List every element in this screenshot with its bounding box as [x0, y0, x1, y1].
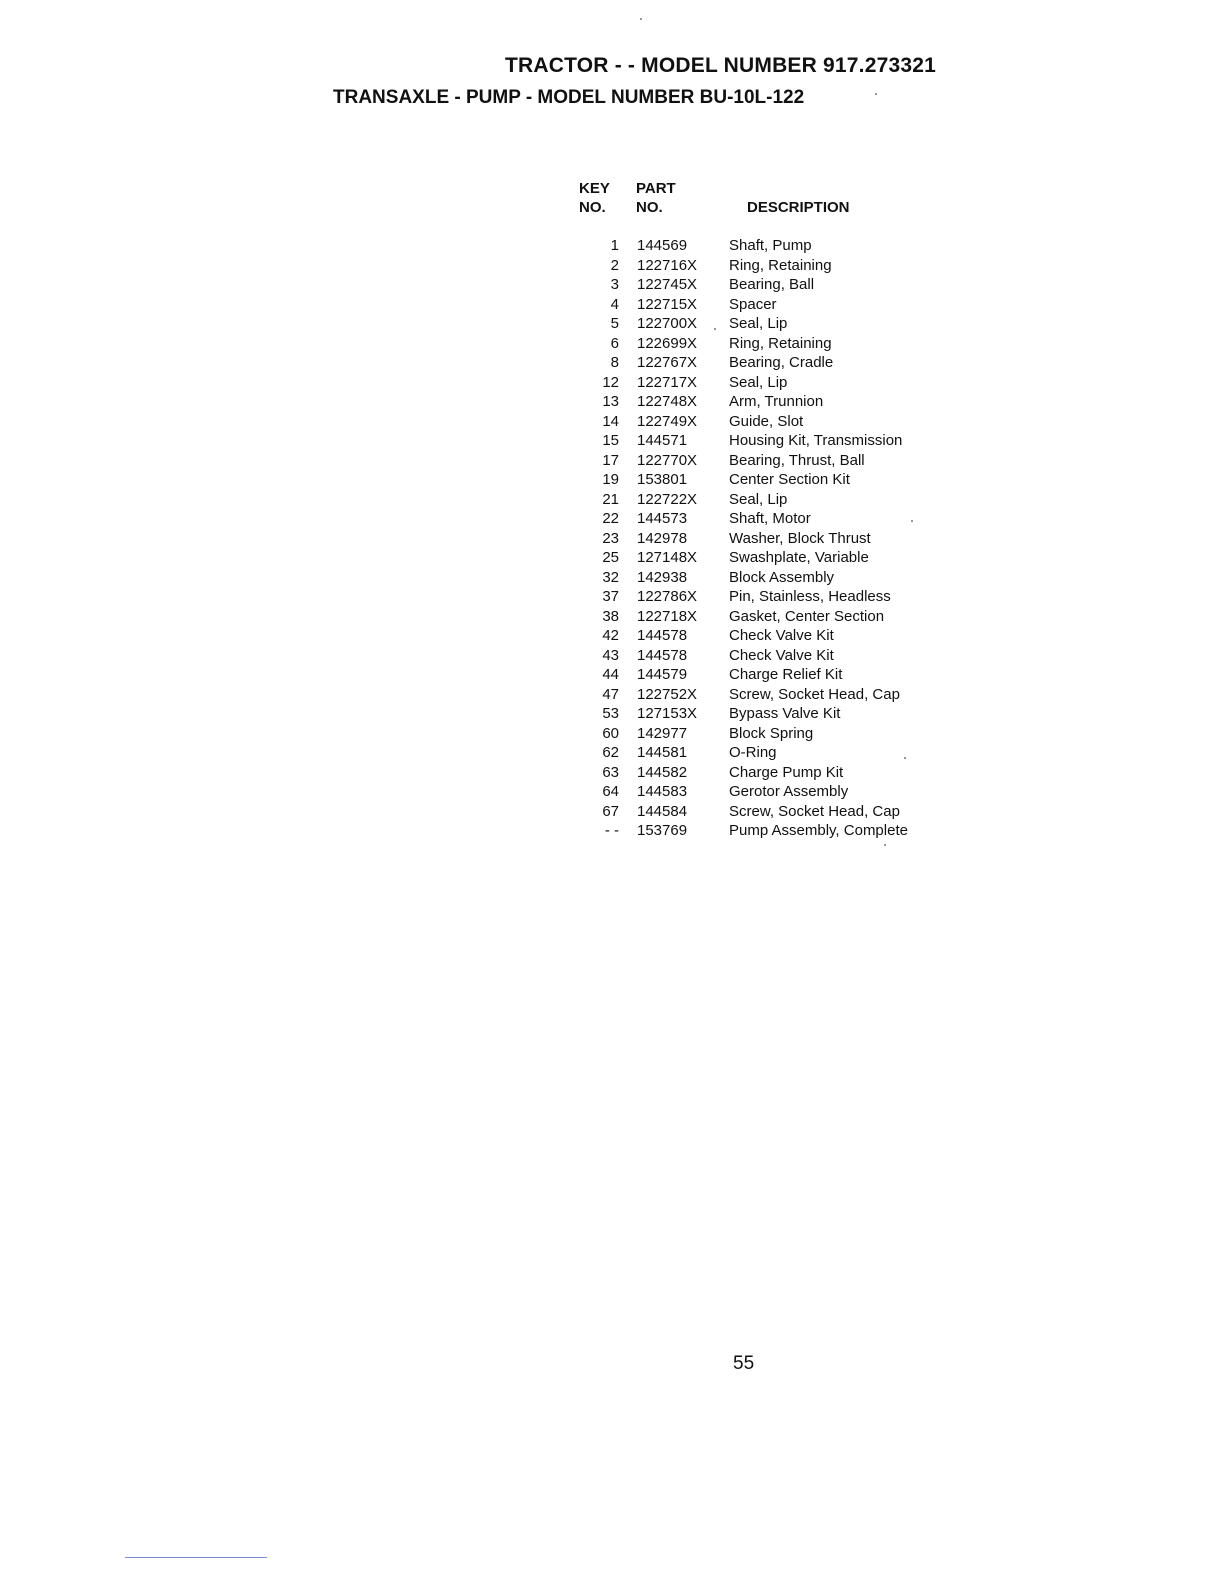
- table-row: [575, 685, 975, 705]
- part-number: 153801: [637, 471, 688, 488]
- key-number: 21: [602, 490, 619, 508]
- page-subtitle: TRANSAXLE - PUMP - MODEL NUMBER BU-10L-122: [333, 87, 805, 108]
- part-number: 122718X: [637, 607, 698, 625]
- parts-list: [575, 236, 975, 841]
- scan-speck: [875, 93, 877, 95]
- part-description: Ring, Retaining: [729, 256, 832, 274]
- part-description: Gerotor Assembly: [729, 783, 849, 800]
- table-row: [575, 412, 975, 432]
- part-number: 153769: [637, 822, 688, 839]
- part-number: 122717X: [637, 373, 698, 391]
- key-number: 44: [602, 666, 619, 683]
- key-number: 47: [602, 685, 619, 703]
- table-row: [575, 587, 975, 607]
- part-number: 122767X: [637, 354, 698, 371]
- column-header-description: DESCRIPTION: [747, 199, 850, 216]
- column-header-part: [636, 179, 676, 217]
- part-number: 127153X: [637, 705, 698, 722]
- part-description: Block Spring: [729, 724, 814, 742]
- key-number: 67: [602, 802, 619, 820]
- key-number: 14: [602, 412, 619, 430]
- table-row: [575, 314, 975, 334]
- part-description: Shaft, Pump: [729, 237, 812, 254]
- key-number: 63: [602, 763, 619, 781]
- part-description: Washer, Block Thrust: [729, 529, 871, 547]
- table-row: [575, 275, 975, 295]
- part-description: Seal, Lip: [729, 373, 788, 391]
- key-number: 8: [610, 354, 619, 371]
- table-row: [575, 821, 975, 841]
- key-number: 60: [602, 724, 619, 742]
- scan-speck: [884, 844, 886, 846]
- part-number: 144571: [637, 432, 688, 449]
- scan-speck: [714, 328, 716, 330]
- table-row: [575, 353, 975, 373]
- key-number: 2: [610, 256, 619, 274]
- key-number: 3: [610, 276, 619, 293]
- part-number: 144578: [637, 646, 688, 664]
- part-description: Seal, Lip: [729, 490, 788, 508]
- column-header-key-line1: KEY: [579, 180, 610, 197]
- part-description: Spacer: [729, 295, 777, 313]
- part-description: Block Assembly: [729, 568, 835, 586]
- scan-speck: [904, 757, 906, 759]
- key-number: 5: [610, 315, 619, 332]
- part-number: 127148X: [637, 549, 698, 566]
- table-row: [575, 256, 975, 276]
- table-row: [575, 626, 975, 646]
- scan-speck: [911, 520, 913, 522]
- key-number: 17: [602, 451, 619, 469]
- key-number: 62: [602, 744, 619, 761]
- table-row: [575, 782, 975, 802]
- table-row: [575, 763, 975, 783]
- part-number: 122716X: [637, 256, 698, 274]
- part-description: Pump Assembly, Complete: [729, 822, 908, 839]
- part-description: Bearing, Cradle: [729, 354, 834, 371]
- part-number: 144581: [637, 744, 688, 761]
- part-number: 144582: [637, 763, 688, 781]
- part-number: 144569: [637, 237, 688, 254]
- table-row: [575, 704, 975, 724]
- key-number: - -: [604, 822, 619, 839]
- part-number: 122749X: [637, 412, 698, 430]
- part-description: Check Valve Kit: [729, 646, 834, 664]
- key-number: 64: [602, 783, 619, 800]
- page-number: 55: [733, 1353, 755, 1374]
- part-number: 122770X: [637, 451, 698, 469]
- key-number: 43: [602, 646, 619, 664]
- part-description: Seal, Lip: [729, 315, 788, 332]
- column-header-key: [579, 179, 610, 217]
- part-description: Guide, Slot: [729, 412, 804, 430]
- part-description: Gasket, Center Section: [729, 607, 885, 625]
- scan-speck: [640, 18, 642, 20]
- column-header-part-line2: NO.: [636, 199, 663, 216]
- table-row: [575, 490, 975, 510]
- table-row: [575, 529, 975, 549]
- key-number: 1: [610, 237, 619, 254]
- key-number: 13: [602, 393, 619, 410]
- part-number: 122748X: [637, 393, 698, 410]
- part-number: 122722X: [637, 490, 698, 508]
- part-description: Check Valve Kit: [729, 627, 834, 644]
- part-description: Bypass Valve Kit: [729, 705, 841, 722]
- key-number: 38: [602, 607, 619, 625]
- part-description: Screw, Socket Head, Cap: [729, 685, 900, 703]
- part-description: Charge Pump Kit: [729, 763, 844, 781]
- table-row: [575, 665, 975, 685]
- part-number: 142938: [637, 568, 688, 586]
- part-number: 144573: [637, 510, 688, 527]
- part-number: 144583: [637, 783, 688, 800]
- part-number: 144579: [637, 666, 688, 683]
- table-row: [575, 802, 975, 822]
- part-description: Housing Kit, Transmission: [729, 432, 903, 449]
- part-description: Bearing, Thrust, Ball: [729, 451, 865, 469]
- table-row: [575, 470, 975, 490]
- part-description: Center Section Kit: [729, 471, 850, 488]
- table-row: [575, 548, 975, 568]
- table-row: [575, 568, 975, 588]
- table-row: [575, 373, 975, 393]
- key-number: 23: [602, 529, 619, 547]
- key-number: 4: [610, 295, 619, 313]
- key-number: 22: [602, 510, 619, 527]
- part-description: Swashplate, Variable: [729, 549, 869, 566]
- part-description: Bearing, Ball: [729, 276, 815, 293]
- part-number: 122700X: [637, 315, 698, 332]
- part-number: 142978: [637, 529, 688, 547]
- part-number: 144584: [637, 802, 688, 820]
- part-number: 122745X: [637, 276, 698, 293]
- table-row: [575, 607, 975, 627]
- footer-rule: [125, 1557, 267, 1558]
- table-row: [575, 724, 975, 744]
- key-number: 12: [602, 373, 619, 391]
- table-row: [575, 451, 975, 471]
- part-description: O-Ring: [729, 744, 777, 761]
- table-row: [575, 392, 975, 412]
- key-number: 25: [602, 549, 619, 566]
- table-row: [575, 431, 975, 451]
- part-description: Charge Relief Kit: [729, 666, 843, 683]
- table-row: [575, 509, 975, 529]
- key-number: 37: [602, 588, 619, 605]
- table-row: [575, 743, 975, 763]
- part-description: Screw, Socket Head, Cap: [729, 802, 900, 820]
- key-number: 15: [602, 432, 619, 449]
- table-row: [575, 646, 975, 666]
- part-description: Pin, Stainless, Headless: [729, 588, 891, 605]
- key-number: 6: [610, 334, 619, 352]
- table-row: [575, 236, 975, 256]
- column-header-key-line2: NO.: [579, 199, 606, 216]
- part-description: Arm, Trunnion: [729, 393, 824, 410]
- column-header-part-line1: PART: [636, 180, 676, 197]
- part-description: Ring, Retaining: [729, 334, 832, 352]
- key-number: 19: [602, 471, 619, 488]
- key-number: 32: [602, 568, 619, 586]
- key-number: 42: [602, 627, 619, 644]
- part-number: 122786X: [637, 588, 698, 605]
- page-title: TRACTOR - - MODEL NUMBER 917.273321: [505, 54, 936, 77]
- part-number: 122699X: [637, 334, 698, 352]
- part-number: 122752X: [637, 685, 698, 703]
- part-description: Shaft, Motor: [729, 510, 811, 527]
- part-number: 142977: [637, 724, 688, 742]
- table-row: [575, 295, 975, 315]
- part-number: 122715X: [637, 295, 698, 313]
- table-row: [575, 334, 975, 354]
- part-number: 144578: [637, 627, 688, 644]
- key-number: 53: [602, 705, 619, 722]
